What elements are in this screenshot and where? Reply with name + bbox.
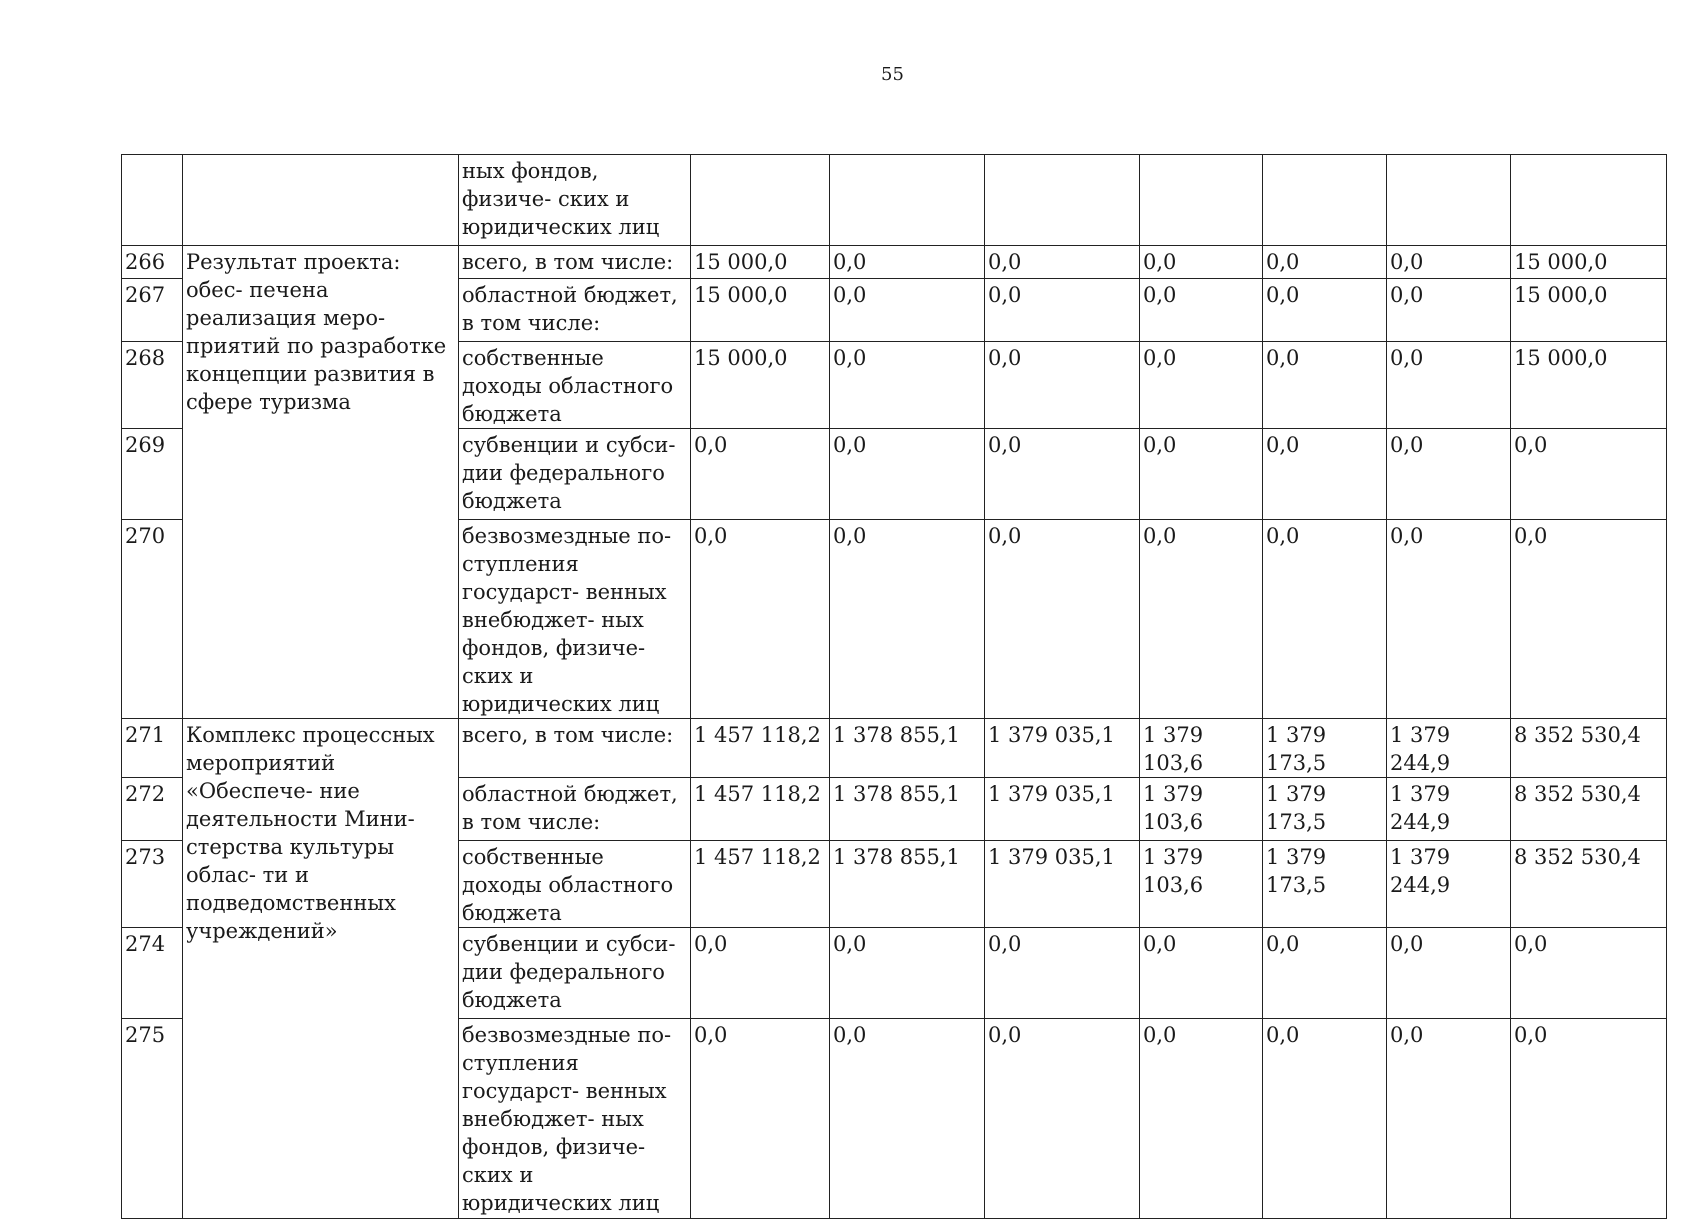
value-cell: 15 000,0 bbox=[691, 342, 830, 429]
value-cell: 8 352 530,4 bbox=[1511, 841, 1667, 928]
value-cell: 0,0 bbox=[1140, 279, 1263, 342]
value-cell bbox=[1140, 155, 1263, 246]
row-description: Комплекс процессных мероприятий «Обеспече- ние деятельности Мини- стерства культуры облас- ти и подведомственных учреждений» bbox=[183, 719, 459, 1219]
value-cell: 15 000,0 bbox=[1511, 279, 1667, 342]
value-cell: 1 379 103,6 bbox=[1140, 841, 1263, 928]
value-cell: 1 457 118,2 bbox=[691, 841, 830, 928]
value-cell: 0,0 bbox=[1263, 429, 1387, 520]
value-cell: 15 000,0 bbox=[691, 246, 830, 279]
value-cell: 0,0 bbox=[1387, 429, 1511, 520]
row-number: 270 bbox=[122, 520, 183, 719]
value-cell: 1 379 173,5 bbox=[1263, 719, 1387, 778]
value-cell: 0,0 bbox=[1511, 429, 1667, 520]
row-number: 266 bbox=[122, 246, 183, 279]
value-cell: 0,0 bbox=[1387, 520, 1511, 719]
row-number: 274 bbox=[122, 928, 183, 1019]
value-cell: 0,0 bbox=[1140, 1019, 1263, 1219]
value-cell: 0,0 bbox=[1263, 279, 1387, 342]
funding-source: ных фондов, физиче- ских и юридических лиц bbox=[459, 155, 691, 246]
value-cell: 1 378 855,1 bbox=[830, 778, 985, 841]
funding-source: субвенции и субси- дии федерального бюджета bbox=[459, 429, 691, 520]
value-cell: 0,0 bbox=[830, 342, 985, 429]
value-cell: 0,0 bbox=[985, 279, 1140, 342]
value-cell: 1 379 244,9 bbox=[1387, 841, 1511, 928]
value-cell: 0,0 bbox=[830, 1019, 985, 1219]
value-cell: 0,0 bbox=[1140, 342, 1263, 429]
value-cell: 1 379 035,1 bbox=[985, 719, 1140, 778]
table-row bbox=[122, 719, 1667, 778]
value-cell: 0,0 bbox=[1263, 928, 1387, 1019]
budget-table bbox=[121, 154, 1667, 1219]
value-cell: 0,0 bbox=[1140, 429, 1263, 520]
value-cell bbox=[1263, 155, 1387, 246]
value-cell: 0,0 bbox=[830, 520, 985, 719]
value-cell: 0,0 bbox=[691, 928, 830, 1019]
value-cell: 0,0 bbox=[1387, 279, 1511, 342]
value-cell: 1 457 118,2 bbox=[691, 778, 830, 841]
value-cell: 0,0 bbox=[1263, 1019, 1387, 1219]
value-cell: 0,0 bbox=[1387, 246, 1511, 279]
value-cell bbox=[830, 155, 985, 246]
value-cell: 0,0 bbox=[691, 1019, 830, 1219]
value-cell: 0,0 bbox=[830, 279, 985, 342]
value-cell: 0,0 bbox=[1263, 520, 1387, 719]
value-cell: 0,0 bbox=[1387, 342, 1511, 429]
value-cell: 1 457 118,2 bbox=[691, 719, 830, 778]
value-cell: 1 379 103,6 bbox=[1140, 778, 1263, 841]
value-cell: 15 000,0 bbox=[1511, 246, 1667, 279]
row-number: 275 bbox=[122, 1019, 183, 1219]
funding-source: безвозмездные по- ступления государст- венных внебюджет- ных фондов, физиче- ских и юридических лиц bbox=[459, 520, 691, 719]
value-cell bbox=[985, 155, 1140, 246]
value-cell: 0,0 bbox=[1387, 928, 1511, 1019]
value-cell bbox=[691, 155, 830, 246]
value-cell: 1 379 173,5 bbox=[1263, 778, 1387, 841]
funding-source: областной бюджет, в том числе: bbox=[459, 778, 691, 841]
value-cell: 0,0 bbox=[985, 246, 1140, 279]
row-number: 267 bbox=[122, 279, 183, 342]
row-number: 272 bbox=[122, 778, 183, 841]
funding-source: всего, в том числе: bbox=[459, 719, 691, 778]
value-cell: 1 379 035,1 bbox=[985, 841, 1140, 928]
value-cell: 0,0 bbox=[1387, 1019, 1511, 1219]
funding-source: безвозмездные по- ступления государст- венных внебюджет- ных фондов, физиче- ских и юридических лиц bbox=[459, 1019, 691, 1219]
value-cell: 1 378 855,1 bbox=[830, 841, 985, 928]
value-cell bbox=[1511, 155, 1667, 246]
funding-source: собственные доходы областного бюджета bbox=[459, 841, 691, 928]
value-cell: 0,0 bbox=[1511, 928, 1667, 1019]
funding-source: собственные доходы областного бюджета bbox=[459, 342, 691, 429]
funding-source: областной бюджет, в том числе: bbox=[459, 279, 691, 342]
funding-source: субвенции и субси- дии федерального бюджета bbox=[459, 928, 691, 1019]
value-cell: 0,0 bbox=[1511, 520, 1667, 719]
row-number: 268 bbox=[122, 342, 183, 429]
value-cell: 15 000,0 bbox=[1511, 342, 1667, 429]
value-cell: 0,0 bbox=[830, 928, 985, 1019]
value-cell: 0,0 bbox=[1263, 342, 1387, 429]
value-cell: 1 379 035,1 bbox=[985, 778, 1140, 841]
table-row bbox=[122, 155, 1667, 246]
value-cell: 15 000,0 bbox=[691, 279, 830, 342]
value-cell bbox=[1387, 155, 1511, 246]
row-number: 269 bbox=[122, 429, 183, 520]
value-cell: 0,0 bbox=[691, 520, 830, 719]
row-number bbox=[122, 155, 183, 246]
row-number: 273 bbox=[122, 841, 183, 928]
value-cell: 0,0 bbox=[985, 1019, 1140, 1219]
row-description bbox=[183, 155, 459, 246]
value-cell: 0,0 bbox=[830, 429, 985, 520]
value-cell: 1 379 244,9 bbox=[1387, 719, 1511, 778]
value-cell: 0,0 bbox=[691, 429, 830, 520]
row-number: 271 bbox=[122, 719, 183, 778]
value-cell: 0,0 bbox=[1140, 520, 1263, 719]
value-cell: 1 379 173,5 bbox=[1263, 841, 1387, 928]
value-cell: 0,0 bbox=[1140, 246, 1263, 279]
value-cell: 1 379 103,6 bbox=[1140, 719, 1263, 778]
value-cell: 0,0 bbox=[985, 429, 1140, 520]
value-cell: 0,0 bbox=[830, 246, 985, 279]
page-number: 55 bbox=[881, 64, 904, 85]
value-cell: 0,0 bbox=[985, 928, 1140, 1019]
value-cell: 1 378 855,1 bbox=[830, 719, 985, 778]
table-row bbox=[122, 246, 1667, 279]
value-cell: 8 352 530,4 bbox=[1511, 719, 1667, 778]
value-cell: 0,0 bbox=[1511, 1019, 1667, 1219]
value-cell: 0,0 bbox=[985, 520, 1140, 719]
value-cell: 0,0 bbox=[985, 342, 1140, 429]
row-description: Результат проекта: обес- печена реализация меро- приятий по разработке концепции развития в сфере туризма bbox=[183, 246, 459, 719]
value-cell: 1 379 244,9 bbox=[1387, 778, 1511, 841]
value-cell: 0,0 bbox=[1263, 246, 1387, 279]
funding-source: всего, в том числе: bbox=[459, 246, 691, 279]
value-cell: 8 352 530,4 bbox=[1511, 778, 1667, 841]
value-cell: 0,0 bbox=[1140, 928, 1263, 1019]
